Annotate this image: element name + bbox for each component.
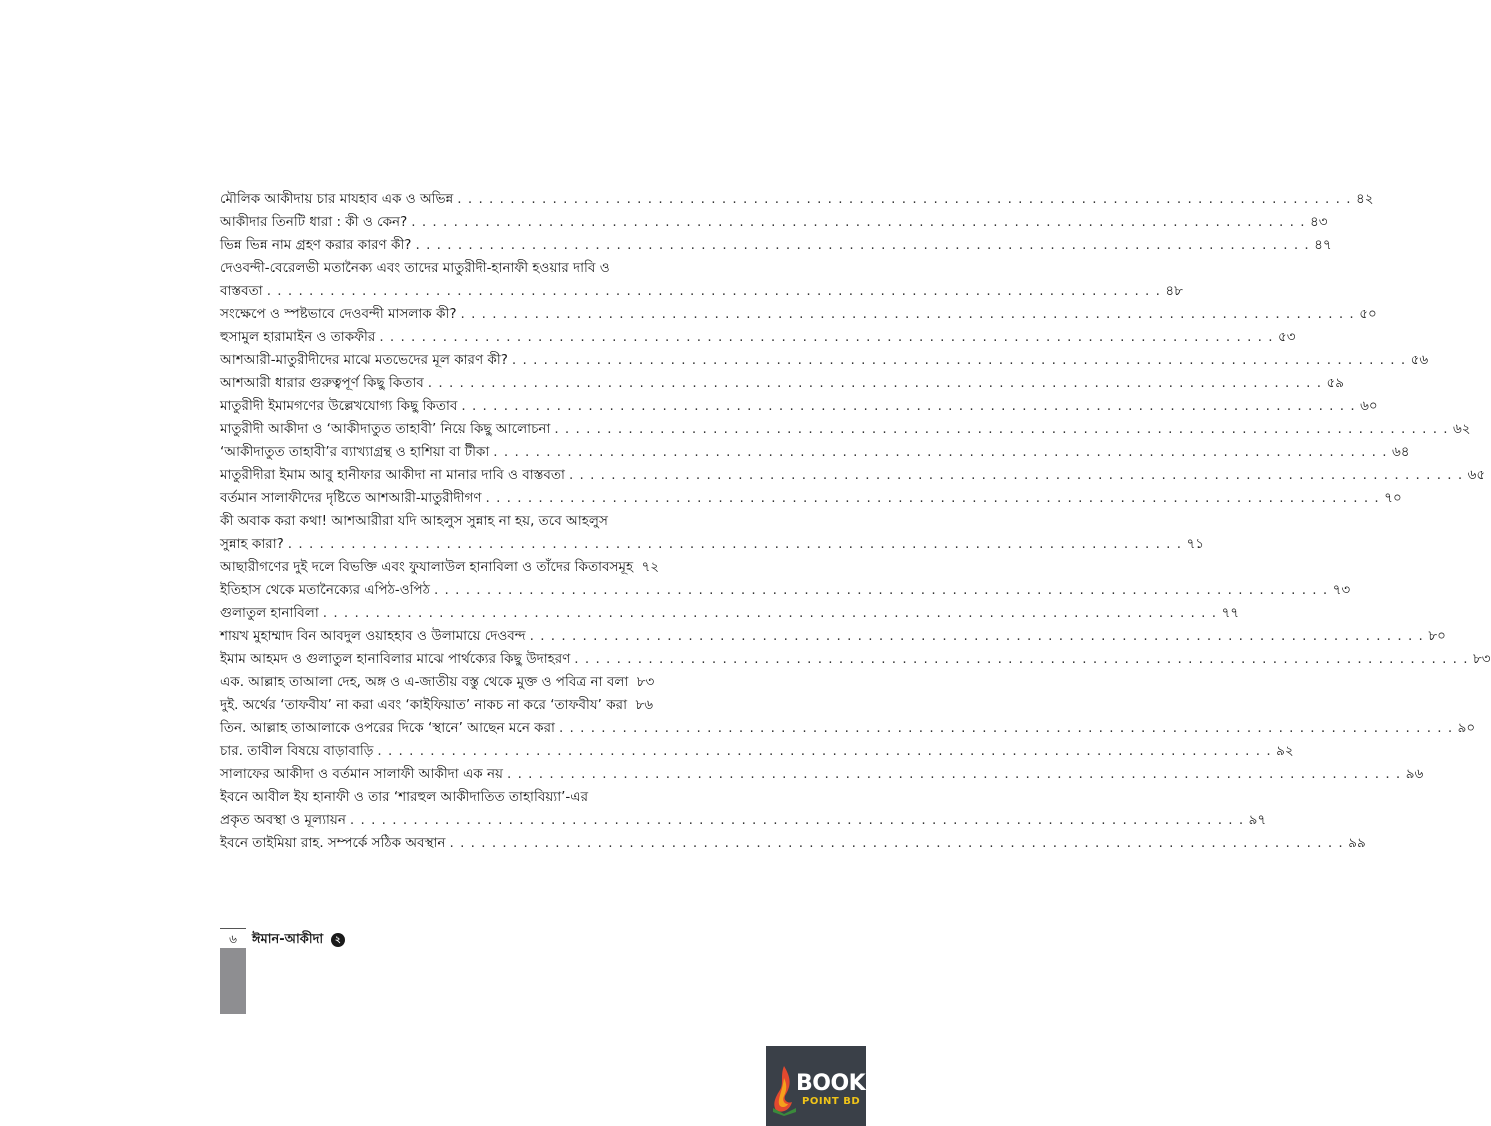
toc-entry-page: ৯৭ — [1248, 812, 1267, 828]
toc-entry[interactable] — [220, 211, 1328, 234]
toc-entry-title: হুসামুল হারামাইন ও তাকফীর — [220, 329, 376, 345]
toc-entry-title-line1: ইবনে আবীল ইয হানাফী ও তার ‘শারহুল আকীদাতিত তাহাবিয়্যা’-এর — [220, 789, 588, 805]
book-title: ঈমান-আকীদা — [252, 932, 324, 947]
toc-entry-page: ৭১ — [1186, 536, 1205, 552]
toc-entry[interactable] — [220, 694, 652, 717]
toc-entry-title: আশআরী-মাতুরীদীদের মাঝে মতভেদের মূল কারণ কী? — [220, 352, 508, 368]
dot-leader: . . . . . . . . . . . . . . . . . . . . . . . . . . . . . . . . . . . . . . . . . . . . . . . . . . . . . . . . . . . . . . . . . . . . . . . . . . . . . . . . . . . . . — [568, 467, 1464, 483]
footer-page-number: ৬ — [220, 928, 246, 949]
toc-entry-title: মাতুরীদীরা ইমাম আবু হানীফার আকীদা না মানার দাবি ও বাস্তবতা — [220, 467, 565, 483]
dot-leader: . . . . . . . . . . . . . . . . . . . . . . . . . . . . . . . . . . . . . . . . . . . . . . . . . . . . . . . . . . . . . . . . . . . . . . . . . . . . . . . . . . . . . — [379, 329, 1274, 345]
toc-entry[interactable] — [220, 487, 1402, 510]
toc-entry-title: আকীদার তিনটি ধারা : কী ও কেন? — [220, 214, 408, 230]
table-of-contents — [220, 188, 1491, 855]
toc-entry-page: ৮৩ — [1472, 651, 1491, 667]
toc-entry-title: বাস্তবতা — [220, 283, 263, 299]
toc-entry-title: এক. আল্লাহ তাআলা দেহ, অঙ্গ ও এ-জাতীয় বস্তু থেকে মুক্ত ও পবিত্র না বলা — [220, 674, 629, 690]
toc-entry-title: তিন. আল্লাহ তাআলাকে ওপরের দিকে ‘স্থানে’ আছেন মনে করা — [220, 720, 555, 736]
toc-entry-title: আছারীগণের দুই দলে বিভক্তি এবং ফুযালাউল হানাবিলা ও তাঁদের কিতাবসমূহ — [220, 559, 634, 575]
toc-entry[interactable] — [220, 326, 1296, 349]
toc-entry[interactable] — [220, 188, 1374, 211]
dot-leader: . . . . . . . . . . . . . . . . . . . . . . . . . . . . . . . . . . . . . . . . . . . . . . . . . . . . . . . . . . . . . . . . . . . . . . . . . . . . . . . . . . . . . — [433, 582, 1329, 598]
dot-leader: . . . . . . . . . . . . . . . . . . . . . . . . . . . . . . . . . . . . . . . . . . . . . . . . . . . . . . . . . . . . . . . . . . . . . . . . . . . . . . . . . . . . . — [415, 237, 1310, 253]
toc-entry-page: ৮০ — [1428, 628, 1446, 644]
dot-leader: . . . . . . . . . . . . . . . . . . . . . . . . . . . . . . . . . . . . . . . . . . . . . . . . . . . . . . . . . . . . . . . . . . . . . . . . . . . . . . . . . . . . . — [554, 421, 1449, 437]
side-gray-bar — [220, 948, 246, 1014]
toc-entry-page: ৮৬ — [635, 697, 653, 713]
toc-entry-page: ৪৩ — [1309, 214, 1328, 230]
toc-entry[interactable] — [220, 395, 1378, 418]
toc-entry-page: ৬০ — [1360, 398, 1378, 414]
toc-entry-page: ৯০ — [1457, 720, 1476, 736]
toc-entry[interactable] — [220, 464, 1486, 487]
toc-entry[interactable] — [220, 303, 1377, 326]
toc-entry-title: সুন্নাহ কারা? — [220, 536, 284, 552]
toc-entry[interactable] — [220, 257, 1183, 303]
toc-entry-title: মাতুরীদী ইমামগণের উল্লেখযোগ্য কিছু কিতাব — [220, 398, 458, 414]
toc-entry-page: ৯২ — [1276, 743, 1294, 759]
toc-entry[interactable] — [220, 579, 1351, 602]
toc-entry-title: ‘আকীদাতুত তাহাবী’র ব্যাখ্যাগ্রন্থ ও হাশিয়া বা টীকা — [220, 444, 490, 460]
toc-entry-page: ৪৮ — [1165, 283, 1183, 299]
toc-entry[interactable] — [220, 763, 1424, 786]
dot-leader: . . . . . . . . . . . . . . . . . . . . . . . . . . . . . . . . . . . . . . . . . . . . . . . . . . . . . . . . . . . . . . . . . . . . . . . . . . . . . . . . . . . . . — [457, 191, 1352, 207]
dot-leader: . . . . . . . . . . . . . . . . . . . . . . . . . . . . . . . . . . . . . . . . . . . . . . . . . . . . . . . . . . . . . . . . . . . . . . . . . . . . . . . . . . . . . — [427, 375, 1323, 391]
toc-entry-page: ৫৩ — [1278, 329, 1296, 345]
toc-entry-page: ৬৫ — [1467, 467, 1486, 483]
toc-entry-page: ৭০ — [1384, 490, 1402, 506]
dot-leader: . . . . . . . . . . . . . . . . . . . . . . . . . . . . . . . . . . . . . . . . . . . . . . . . . . . . . . . . . . . . . . . . . . . . . . . . . . . . . . . . . . . . . — [266, 283, 1161, 299]
toc-entry[interactable] — [220, 786, 1267, 832]
dot-leader: . . . . . . . . . . . . . . . . . . . . . . . . . . . . . . . . . . . . . . . . . . . . . . . . . . . . . . . . . . . . . . . . . . . . . . . . . . . . . . . . . . . . . — [411, 214, 1306, 230]
toc-entry-title: ইবনে তাইমিয়া রাহ. সম্পর্কে সঠিক অবস্থান — [220, 835, 446, 851]
toc-entry-page: ৬২ — [1453, 421, 1471, 437]
toc-entry-page: ৫০ — [1359, 306, 1377, 322]
toc-entry[interactable] — [220, 717, 1476, 740]
toc-entry[interactable] — [220, 556, 660, 579]
toc-entry[interactable] — [220, 441, 1410, 464]
dot-leader: . . . . . . . . . . . . . . . . . . . . . . . . . . . . . . . . . . . . . . . . . . . . . . . . . . . . . . . . . . . . . . . . . . . . . . . . . . . . . . . . . . . . . — [574, 651, 1469, 667]
toc-entry-title: ইমাম আহমদ ও গুলাতুল হানাবিলার মাঝে পার্থক্যের কিছু উদাহরণ — [220, 651, 571, 667]
toc-entry-page: ৫৬ — [1410, 352, 1429, 368]
toc-entry-page: ৪২ — [1355, 191, 1374, 207]
toc-entry-page: ৫৯ — [1326, 375, 1345, 391]
toc-entry[interactable] — [220, 625, 1446, 648]
toc-entry[interactable] — [220, 671, 655, 694]
toc-entry[interactable] — [220, 740, 1294, 763]
bookpoint-logo — [766, 1046, 866, 1126]
toc-entry-page: ৭২ — [641, 559, 660, 575]
toc-entry-title: সালাফের আকীদা ও বর্তমান সালাফী আকীদা এক নয় — [220, 766, 503, 782]
logo-text: BOOK — [796, 1071, 866, 1096]
toc-entry-title: আশআরী ধারার গুরুত্বপূর্ণ কিছু কিতাব — [220, 375, 424, 391]
dot-leader: . . . . . . . . . . . . . . . . . . . . . . . . . . . . . . . . . . . . . . . . . . . . . . . . . . . . . . . . . . . . . . . . . . . . . . . . . . . . . . . . . . . . . — [460, 306, 1355, 322]
toc-entry[interactable] — [220, 372, 1345, 395]
toc-entry-page: ৮৩ — [636, 674, 655, 690]
toc-entry-title: ভিন্ন ভিন্ন নাম গ্রহণ করার কারণ কী? — [220, 237, 412, 253]
logo-subtext: POINT BD — [802, 1096, 861, 1107]
dot-leader: . . . . . . . . . . . . . . . . . . . . . . . . . . . . . . . . . . . . . . . . . . . . . . . . . . . . . . . . . . . . . . . . . . . . . . . . . . . . . . . . . . . . . — [511, 352, 1407, 368]
toc-entry-page: ৬৪ — [1391, 444, 1410, 460]
running-title — [252, 930, 345, 951]
dot-leader: . . . . . . . . . . . . . . . . . . . . . . . . . . . . . . . . . . . . . . . . . . . . . . . . . . . . . . . . . . . . . . . . . . . . . . . . . . . . . . . . . . . . . — [449, 835, 1344, 851]
flame-book-icon — [770, 1064, 798, 1116]
dot-leader: . . . . . . . . . . . . . . . . . . . . . . . . . . . . . . . . . . . . . . . . . . . . . . . . . . . . . . . . . . . . . . . . . . . . . . . . . . . . . . . . . . . . . — [349, 812, 1245, 828]
toc-entry-title-line1: কী অবাক করা কথা! আশআরীরা যদি আহলুস সুন্নাহ না হয়, তবে আহলুস — [220, 513, 608, 529]
toc-entry-page: ৪৭ — [1314, 237, 1332, 253]
toc-entry[interactable] — [220, 832, 1366, 855]
dot-leader: . . . . . . . . . . . . . . . . . . . . . . . . . . . . . . . . . . . . . . . . . . . . . . . . . . . . . . . . . . . . . . . . . . . . . . . . . . . . . . . . . . . . . — [287, 536, 1183, 552]
dot-leader: . . . . . . . . . . . . . . . . . . . . . . . . . . . . . . . . . . . . . . . . . . . . . . . . . . . . . . . . . . . . . . . . . . . . . . . . . . . . . . . . . . . . . — [485, 490, 1380, 506]
toc-entry-title: চার. তাবীল বিষয়ে বাড়াবাড়ি — [220, 743, 374, 759]
toc-entry[interactable] — [220, 349, 1429, 372]
toc-entry[interactable] — [220, 510, 1205, 556]
toc-entry-title-line1: দেওবন্দী-বেরেলভী মতানৈক্য এবং তাদের মাতুরীদী-হানাফী হওয়ার দাবি ও — [220, 260, 610, 276]
toc-entry-title: মাতুরীদী আকীদা ও ‘আকীদাতুত তাহাবী’ নিয়ে কিছু আলোচনা — [220, 421, 551, 437]
volume-badge: ২ — [331, 933, 345, 947]
toc-entry-title: বর্তমান সালাফীদের দৃষ্টিতে আশআরী-মাতুরীদীগণ — [220, 490, 482, 506]
toc-entry[interactable] — [220, 418, 1471, 441]
dot-leader: . . . . . . . . . . . . . . . . . . . . . . . . . . . . . . . . . . . . . . . . . . . . . . . . . . . . . . . . . . . . . . . . . . . . . . . . . . . . . . . . . . . . . — [558, 720, 1454, 736]
toc-entry[interactable] — [220, 602, 1239, 625]
dot-leader: . . . . . . . . . . . . . . . . . . . . . . . . . . . . . . . . . . . . . . . . . . . . . . . . . . . . . . . . . . . . . . . . . . . . . . . . . . . . . . . . . . . . . — [507, 766, 1402, 782]
toc-entry-title: শায়খ মুহাম্মাদ বিন আবদুল ওয়াহহাব ও উলামায়ে দেওবন্দ — [220, 628, 526, 644]
toc-entry-title: ইতিহাস থেকে মতানৈক্যের এপিঠ-ওপিঠ — [220, 582, 430, 598]
dot-leader: . . . . . . . . . . . . . . . . . . . . . . . . . . . . . . . . . . . . . . . . . . . . . . . . . . . . . . . . . . . . . . . . . . . . . . . . . . . . . . . . . . . . . — [493, 444, 1388, 460]
dot-leader: . . . . . . . . . . . . . . . . . . . . . . . . . . . . . . . . . . . . . . . . . . . . . . . . . . . . . . . . . . . . . . . . . . . . . . . . . . . . . . . . . . . . . — [322, 605, 1217, 621]
toc-entry-page: ৭৩ — [1332, 582, 1351, 598]
toc-entry-title: মৌলিক আকীদায় চার মাযহাব এক ও অভিন্ন — [220, 191, 454, 207]
toc-entry-title: গুলাতুল হানাবিলা — [220, 605, 319, 621]
toc-entry-page: ৭৭ — [1221, 605, 1239, 621]
toc-entry-page: ৯৯ — [1348, 835, 1366, 851]
toc-entry[interactable] — [220, 648, 1491, 671]
toc-entry-title: প্রকৃত অবস্থা ও মূল্যায়ন — [220, 812, 346, 828]
toc-entry[interactable] — [220, 234, 1332, 257]
dot-leader: . . . . . . . . . . . . . . . . . . . . . . . . . . . . . . . . . . . . . . . . . . . . . . . . . . . . . . . . . . . . . . . . . . . . . . . . . . . . . . . . . . . . . — [377, 743, 1272, 759]
toc-entry-page: ৯৬ — [1405, 766, 1424, 782]
dot-leader: . . . . . . . . . . . . . . . . . . . . . . . . . . . . . . . . . . . . . . . . . . . . . . . . . . . . . . . . . . . . . . . . . . . . . . . . . . . . . . . . . . . . . — [529, 628, 1424, 644]
toc-entry-title: সংক্ষেপে ও স্পষ্টভাবে দেওবন্দী মাসলাক কী? — [220, 306, 457, 322]
toc-entry-title: দুই. অর্থের ‘তাফবীয’ না করা এবং ‘কাইফিয়াত’ নাকচ না করে ‘তাফবীয’ করা — [220, 697, 627, 713]
dot-leader: . . . . . . . . . . . . . . . . . . . . . . . . . . . . . . . . . . . . . . . . . . . . . . . . . . . . . . . . . . . . . . . . . . . . . . . . . . . . . . . . . . . . . — [461, 398, 1356, 414]
